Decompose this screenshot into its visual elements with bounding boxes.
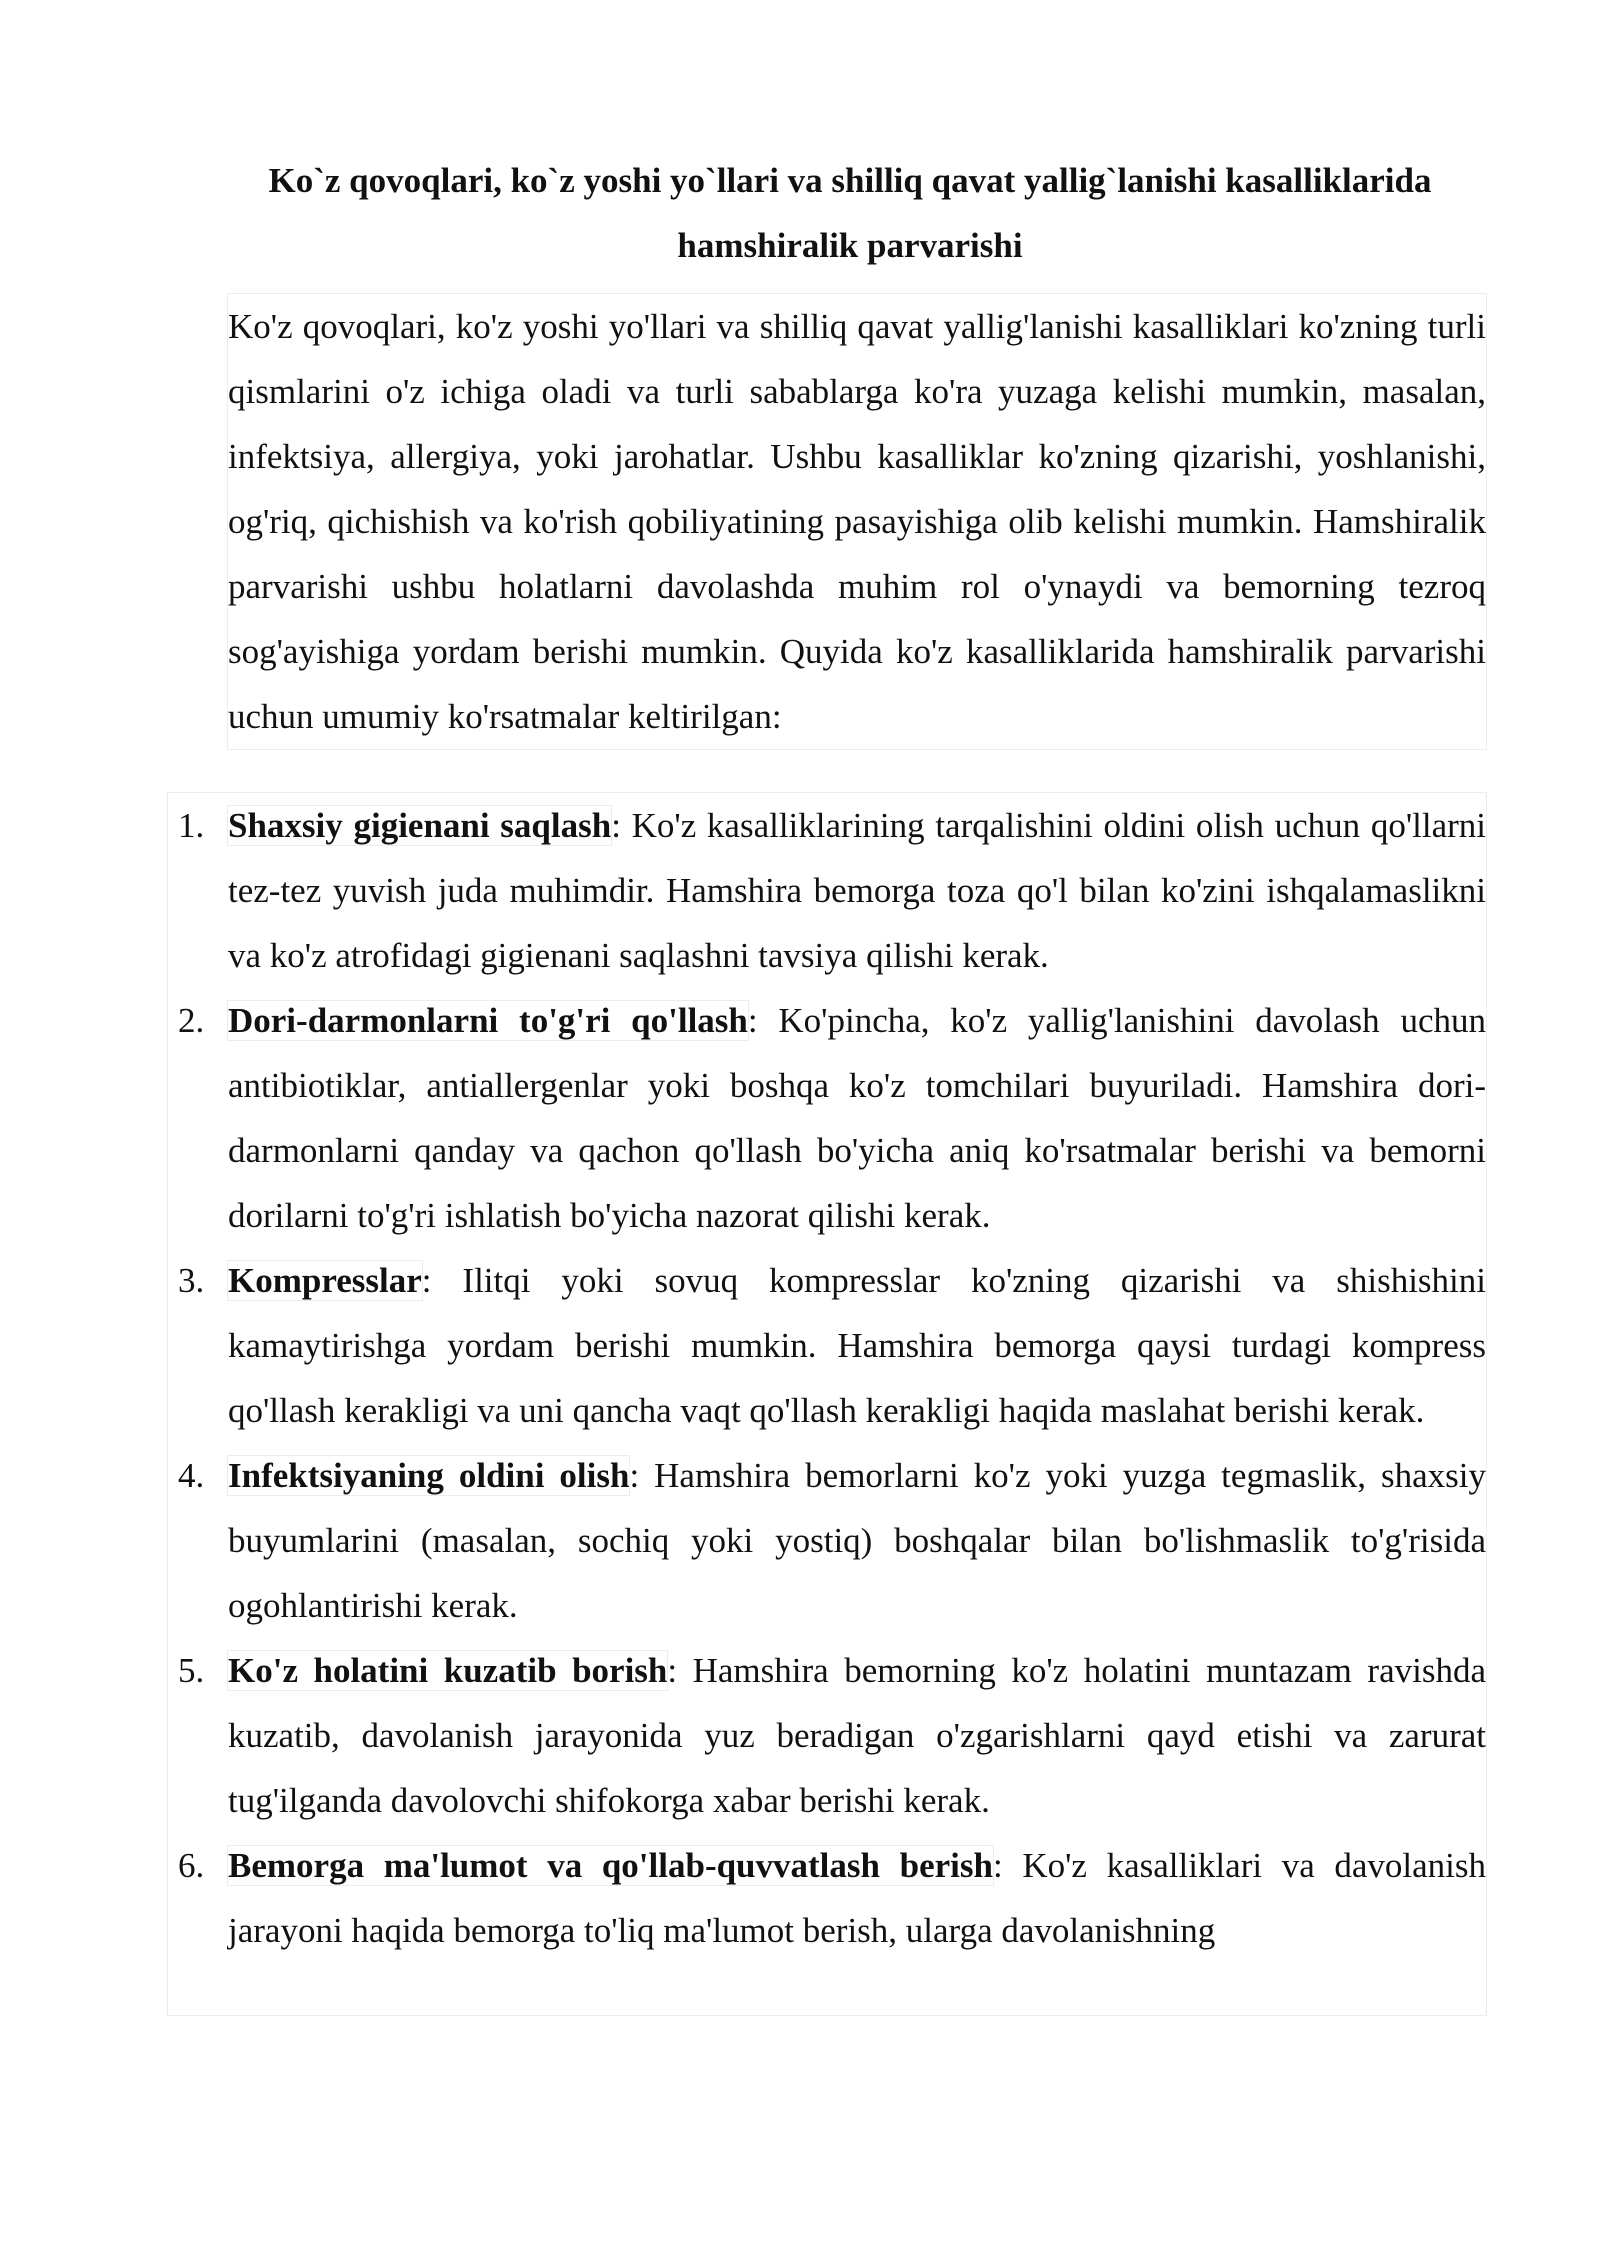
list-item-term: Shaxsiy gigienani saqlash <box>228 806 612 845</box>
list-item-number: 4. <box>178 1456 205 1495</box>
document-title <box>200 148 1500 278</box>
list-item <box>168 1638 1486 1833</box>
list-item <box>168 988 1486 1248</box>
list-item-text: : Hamshira bemorlarni ko'z yoki yuzga tegmaslik, shaxsiy buyumlarini (masalan, sochiq yoki yostiq) boshqalar bilan bo'lishmaslik to'g'risida ogohlantirishi kerak. <box>228 1456 1486 1625</box>
list-item-term: Dori-darmonlarni to'g'ri qo'llash <box>228 1001 748 1040</box>
list-item-number: 2. <box>178 1001 205 1040</box>
list-item <box>168 793 1486 988</box>
list-item-number: 3. <box>178 1261 205 1300</box>
list-item-term: Ko'z holatini kuzatib borish <box>228 1651 668 1690</box>
list-item-term: Kompresslar <box>228 1261 422 1300</box>
list-item <box>168 1833 1486 1963</box>
list-item-text: : Ko'z kasalliklari va davolanish jarayoni haqida bemorga to'liq ma'lumot berish, ularga davolanishning <box>228 1846 1486 1950</box>
list-item <box>168 1248 1486 1443</box>
list-item-text: : Ko'pincha, ko'z yallig'lanishini davolash uchun antibiotiklar, antiallergenlar yoki boshqa ko'z tomchilari buyuriladi. Hamshira dori-darmonlarni qanday va qachon qo'llash bo'yicha aniq ko'rsatmalar berishi va bemorni dorilarni to'g'ri ishlatish bo'yicha nazorat qilishi kerak. <box>228 1001 1486 1235</box>
list-item-text: : Hamshira bemorning ko'z holatini muntazam ravishda kuzatib, davolanish jarayonida yuz beradigan o'zgarishlarni qayd etishi va zarurat tug'ilganda davolovchi shifokorga xabar berishi kerak. <box>228 1651 1486 1820</box>
list-item-text: : Ko'z kasalliklarining tarqalishini oldini olish uchun qo'llarni tez-tez yuvish juda muhimdir. Hamshira bemorga toza qo'l bilan ko'zini ishqalamaslikni va ko'z atrofidagi gigienani saqlashni tavsiya qilishi kerak. <box>228 806 1486 975</box>
list-item-number: 6. <box>178 1846 205 1885</box>
list-item-term: Infektsiyaning oldini olish <box>228 1456 630 1495</box>
intro-paragraph: Ko'z qovoqlari, ko'z yoshi yo'llari va shilliq qavat yallig'lanishi kasalliklari ko'zning turli qismlarini o'z ichiga oladi va turli sabablarga ko'ra yuzaga kelishi mumkin, masalan, infektsiya, allergiya, yoki jarohatlar. Ushbu kasalliklar ko'zning qizarishi, yoshlanishi, og'riq, qichishish va ko'rish qobiliyatining pasayishiga olib kelishi mumkin. Hamshiralik parvarishi ushbu holatlarni davolashda muhim rol o'ynaydi va bemorning tezroq sog'ayishiga yordam berishi mumkin. Quyida ko'z kasalliklarida hamshiralik parvarishi uchun umumiy ko'rsatmalar keltirilgan: <box>228 294 1486 749</box>
list-item <box>168 1443 1486 1638</box>
care-guidelines-list-container <box>168 793 1486 2015</box>
document-title-line-2: hamshiralik parvarishi <box>677 226 1023 265</box>
list-item-text: : Ilitqi yoki sovuq kompresslar ko'zning qizarishi va shishishini kamaytirishga yordam berishi mumkin. Hamshira bemorga qaysi turdagi kompress qo'llash kerakligi va uni qancha vaqt qo'llash kerakligi haqida maslahat berishi kerak. <box>228 1261 1486 1430</box>
care-guidelines-list <box>168 793 1486 1963</box>
list-item-number: 5. <box>178 1651 205 1690</box>
document-title-line-1: Ko`z qovoqlari, ko`z yoshi yo`llari va shilliq qavat yallig`lanishi kasalliklarida <box>268 161 1432 200</box>
list-item-term: Bemorga ma'lumot va qo'llab-quvvatlash berish <box>228 1846 993 1885</box>
list-item-number: 1. <box>178 806 205 845</box>
